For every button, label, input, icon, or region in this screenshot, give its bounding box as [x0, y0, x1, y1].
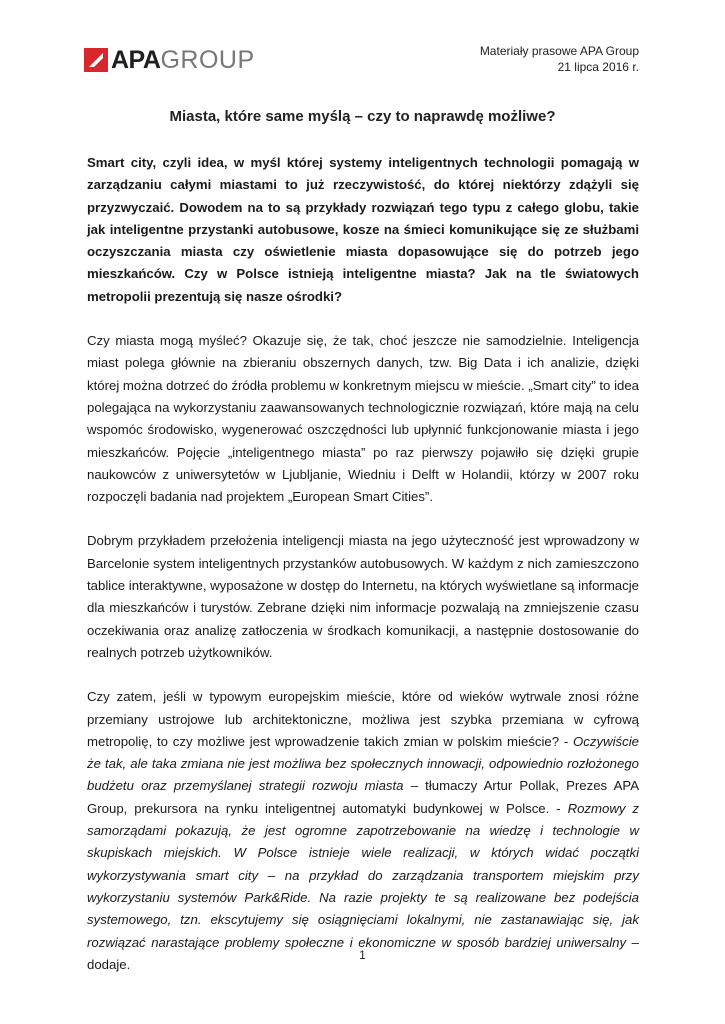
- paragraph-3-text-e: – dodaje.: [87, 934, 639, 972]
- article-paragraph-1: Czy miasta mogą myśleć? Okazuje się, że tak, choć jeszcze nie samodzielnie. Inteligencja miast polega głównie na zbieraniu obszernych danych, tzw. Big Data i ich analizie, dzięki której można dotrzeć do źródła problemu w konkretnym miejscu w mieście. „Smart city” to idea polegająca na wykorzystaniu zaawansowanych technologicznie rozwiązań, które mają na celu wspomóc środowisko, wygenerować oszczędności lub upłynnić funkcjonowanie miasta i jego mieszkańców. Pojęcie „inteligentnego miasta” po raz pierwszy pojawiło się dzięki grupie naukowców z uniwersytetów w Ljubljanie, Wiedniu i Delft w Holandii, którzy w 2007 roku rozpoczęli badania nad projektem „European Smart Cities”.: [87, 333, 639, 505]
- paragraph-3-text-c: – tłumaczy Artur Pollak, Prezes APA Group, prekursora na rynku inteligentnej automatyki budynkowej w Polsce. -: [87, 778, 639, 816]
- press-materials-label: Materiały prasowe APA Group: [479, 44, 639, 58]
- article-title: Miasta, które same myślą – czy to naprawdę możliwe?: [169, 108, 556, 125]
- quote-part-2: Rozmowy z samorządami pokazują, że jest ogromne zapotrzebowanie na wiedzę i technologie w skupiskach miejskich. W Polsce istnieje wiele realizacji, w których widać początki wykorzystywania smart city – na przykład do zarządzania transportem miejskim przy wykorzystaniu systemów Park&Ride. Na razie projekty te są realizowane bez podejścia systemowego, tzn. ekscytujemy się osiągnięciami lokalnymi, nie zastanawiając się, jak rozwiązać narastające problemy społeczne i ekonomiczne w sposób bardziej uniwersalny: [87, 800, 639, 950]
- paragraph-3-text-a: Czy zatem, jeśli w typowym europejskim mieście, które od wieków wytrwale znosi różne przemiany ustrojowe lub architektoniczne, możliwa jest szybka przemiana w cyfrową metropolię, to czy możliwe jest wprowadzenie takich zmian w polskim mieście? -: [87, 689, 639, 749]
- logo-text-bold: APA: [111, 46, 161, 74]
- apa-logo-icon: [84, 48, 108, 72]
- document-header-info: [480, 43, 639, 75]
- document-date: 21 lipca 2016 r.: [557, 60, 639, 74]
- article-body: [87, 152, 639, 998]
- page-number: 1: [359, 948, 366, 962]
- company-logo: [84, 46, 255, 74]
- logo-wordmark: [111, 46, 255, 74]
- article-paragraph-2: Dobrym przykładem przełożenia inteligencji miasta na jego użyteczność jest wprowadzony w Barcelonie system inteligentnych przystanków autobusowych. W każdym z nich zamieszczono tablice interaktywne, wyposażone w dostęp do Internetu, na których wyświetlane są informacje dla mieszkańców i turystów. Zebrane dzięki nim informacje pozwalają na zmniejszenie czasu oczekiwania oraz analizę zatłoczenia w środkach komunikacji, a następnie dostosowanie do realnych potrzeb użytkowników.: [87, 533, 639, 660]
- quote-part-1: Oczywiście że tak, ale taka zmiana nie jest możliwa bez społecznych innowacji, odpowiednio rozłożonego budżetu oraz przemyślanej strategii rozwoju miasta: [87, 733, 639, 794]
- article-lead: Smart city, czyli idea, w myśl której systemy inteligentnych technologii pomagają w zarządzaniu całymi miastami to już rzeczywistość, do której niektórzy zdążyli się przyzwyczaić. Dowodem na to są przykłady rozwiązań tego typu z całego globu, takie jak inteligentne przystanki autobusowe, kosze na śmieci komunikujące się ze służbami oczyszczania miasta czy oświetlenie miasta dopasowujące się do potrzeb jego mieszkańców. Czy w Polsce istnieją inteligentne miasta? Jak na tle światowych metropolii prezentują się nasze ośrodki?: [87, 155, 639, 304]
- logo-text-light: GROUP: [160, 46, 255, 74]
- article-paragraph-3: [87, 686, 639, 976]
